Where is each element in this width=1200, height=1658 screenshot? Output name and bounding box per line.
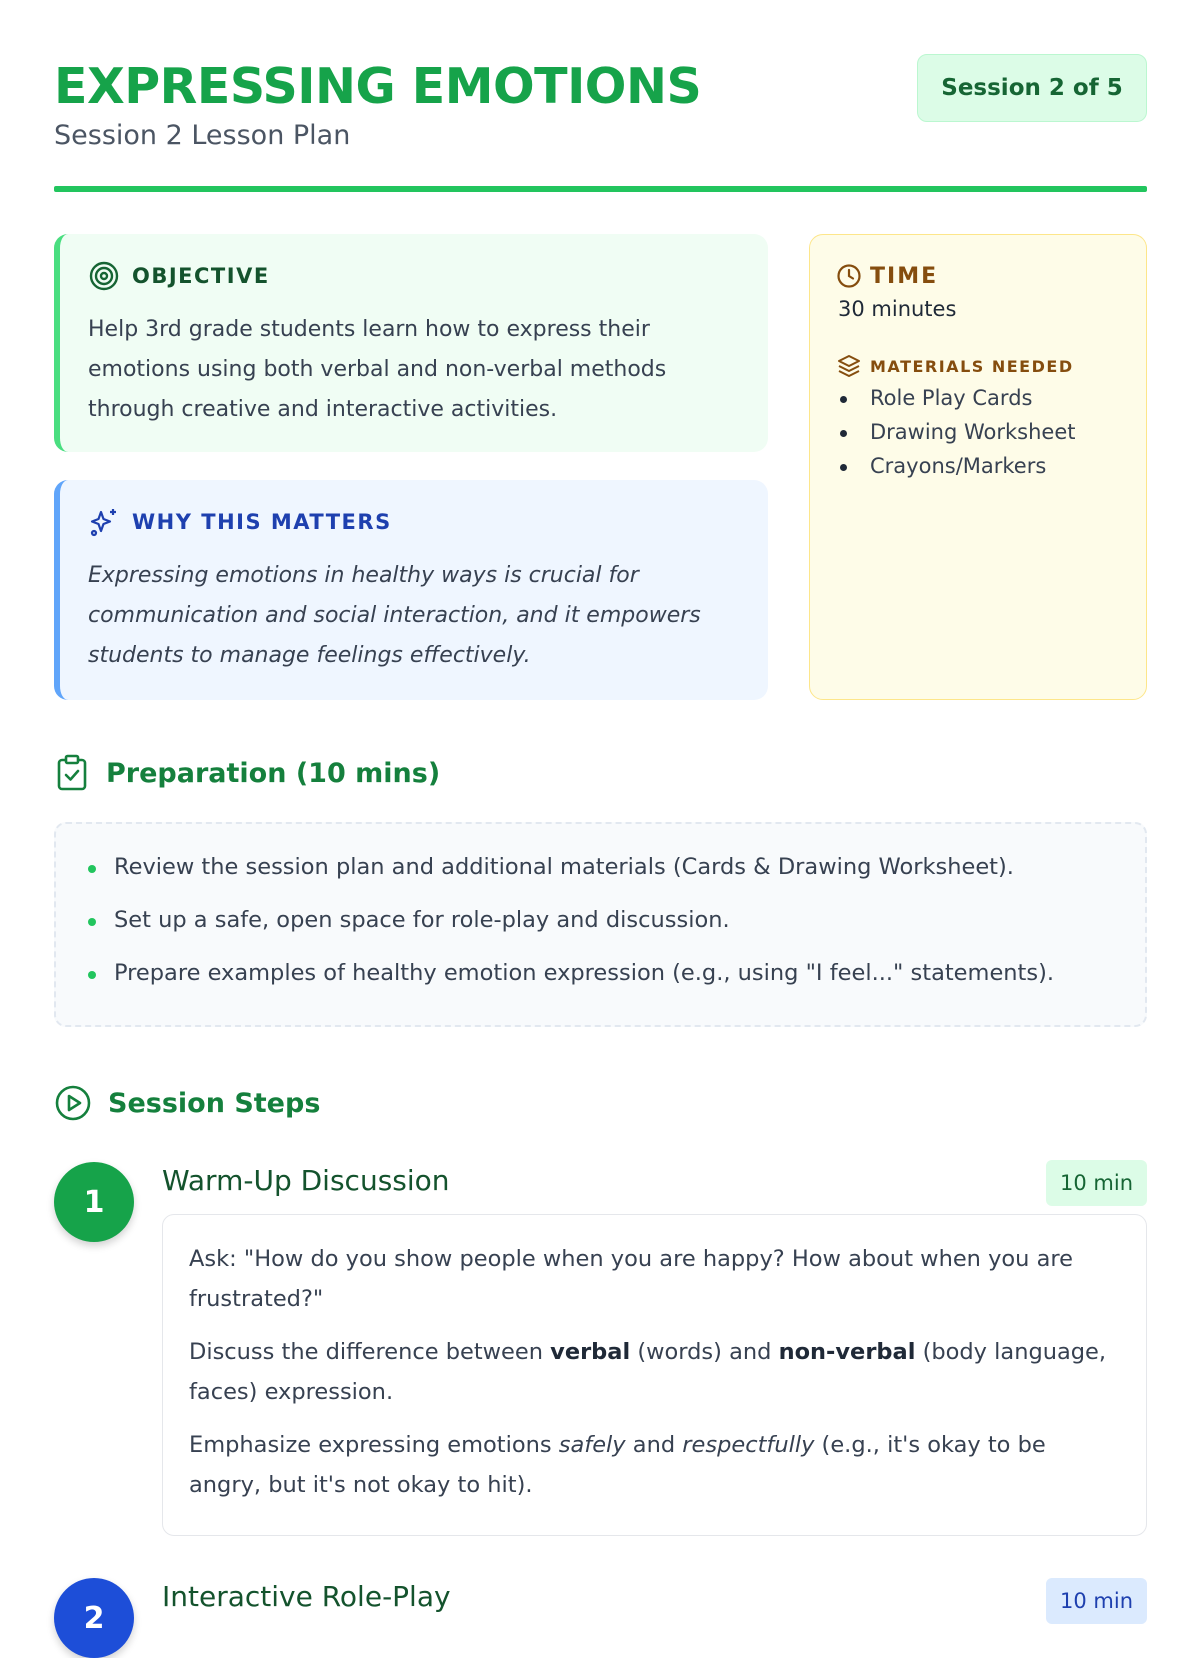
time-materials-card [809, 234, 1147, 700]
step-title: Interactive Role-Play [162, 1580, 451, 1613]
objective-text: Help 3rd grade students learn how to express their emotions using both verbal and non-verbal methods through creative and interactive activities. [88, 317, 667, 422]
page-header [54, 52, 1147, 192]
layers-icon [836, 353, 862, 379]
objective-card [54, 234, 768, 452]
materials-list [836, 381, 1076, 483]
list-item: Set up a safe, open space for role-play and discussion. [86, 905, 1054, 935]
step-duration-badge: 10 min [1046, 1578, 1147, 1624]
step-details-card [162, 1214, 1147, 1536]
step-number-badge: 1 [54, 1162, 134, 1242]
page-subtitle: Session 2 Lesson Plan [54, 120, 351, 151]
session-badge: Session 2 of 5 [917, 54, 1147, 122]
clipboard-check-icon [54, 754, 90, 792]
target-icon [88, 260, 120, 292]
why-text: Expressing emotions in healthy ways is crucial for communication and social interaction, and it empowers students to manage feelings effectively. [88, 563, 701, 668]
preparation-label: Preparation (10 mins) [106, 757, 441, 789]
time-label: TIME [870, 263, 939, 289]
step-instruction: Ask: "How do you show people when you are happy? How about when you are frustrated?" [189, 1246, 1073, 1312]
clock-icon [836, 263, 862, 289]
preparation-list [86, 852, 1054, 1011]
time-value: 30 minutes [838, 297, 957, 321]
preparation-box [54, 822, 1147, 1027]
session-steps-heading [54, 1084, 320, 1122]
list-item: Crayons/Markers [836, 449, 1076, 483]
preparation-heading [54, 754, 440, 792]
page-title: EXPRESSING EMOTIONS [54, 58, 702, 115]
list-item: Role Play Cards [836, 381, 1076, 415]
list-item: Prepare examples of healthy emotion expression (e.g., using "I feel..." statements). [86, 958, 1054, 988]
step-duration-badge: 10 min [1046, 1160, 1147, 1206]
session-steps-label: Session Steps [108, 1087, 321, 1119]
header-divider [54, 186, 1147, 192]
objective-label: OBJECTIVE [132, 264, 270, 288]
materials-label: MATERIALS NEEDED [870, 356, 1074, 376]
list-item: Drawing Worksheet [836, 415, 1076, 449]
play-circle-icon [54, 1084, 92, 1122]
why-this-matters-card [54, 480, 768, 700]
step-instruction: Emphasize expressing emotions safely and respectfully (e.g., it's okay to be angry, but it's not okay to hit). [189, 1432, 1046, 1498]
why-label: WHY THIS MATTERS [132, 510, 392, 534]
list-item: Review the session plan and additional materials (Cards & Drawing Worksheet). [86, 852, 1054, 882]
sparkles-icon [88, 506, 120, 538]
step-instruction: Discuss the difference between verbal (words) and non-verbal (body language, faces) expression. [189, 1339, 1107, 1405]
step-number-badge: 2 [54, 1578, 134, 1658]
step-title: Warm-Up Discussion [162, 1164, 450, 1197]
